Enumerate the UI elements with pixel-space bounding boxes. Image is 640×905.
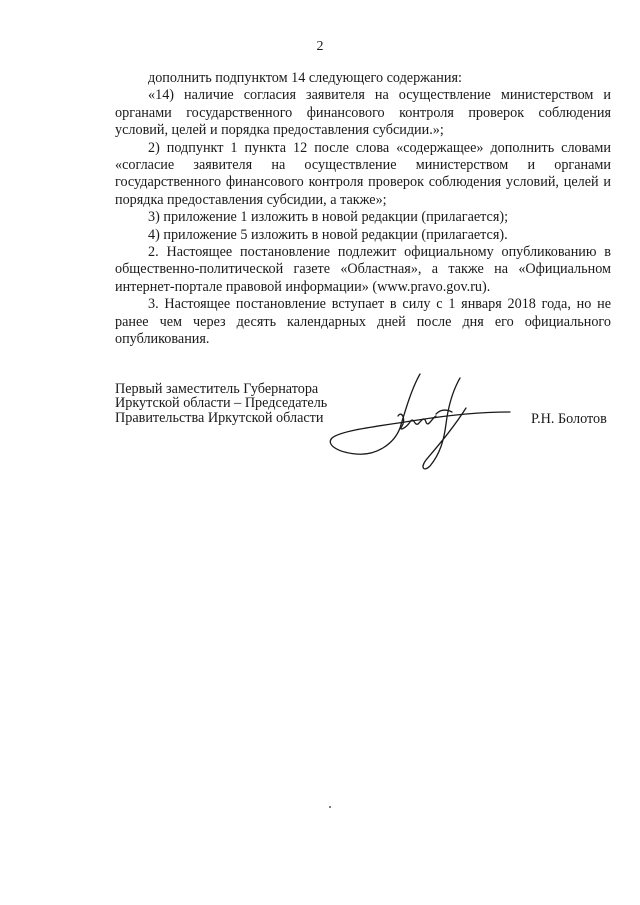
page-number: 2: [316, 39, 324, 54]
paragraph: 3) приложение 1 изложить в новой редакции (прилагается);: [148, 209, 509, 226]
paragraph: 2. Настоящее постановление подлежит официальному опубликованию в общественно-политической газете «Областная», а также на «Официальном интернет-портале правовой информации» (www.pravo.gov.ru).: [115, 244, 611, 295]
paragraph: дополнить подпунктом 14 следующего содержания:: [148, 70, 462, 86]
signatory-title-line: Иркутской области – Председатель: [115, 395, 328, 412]
paragraph: 4) приложение 5 изложить в новой редакции (прилагается).: [148, 226, 508, 243]
signer-name: Р.Н. Болотов: [531, 411, 607, 427]
document-body: [115, 70, 611, 349]
stray-dot: [329, 806, 331, 808]
signatory-title: [115, 382, 335, 425]
paragraph: 2) подпункт 1 пункта 12 после слова «содержащее» дополнить словами «согласие заявителя на осуществление министерством и органами государственного финансового контроля проверок соблюдения условий, целей и порядка предоставления субсидии, а также»;: [115, 139, 611, 208]
signatory-title-line: Первый заместитель Губернатора: [115, 381, 319, 397]
handwritten-signature: [320, 368, 520, 478]
signatory-title-line: Правительства Иркутской области: [115, 409, 324, 426]
paragraph: «14) наличие согласия заявителя на осуществление министерством и органами государственного финансового контроля проверок соблюдения условий, целей и порядка предоставления субсидии.»;: [115, 87, 611, 139]
paragraph: 3. Настоящее постановление вступает в силу с 1 января 2018 года, но не ранее чем через десять календарных дней после дня его официального опубликования.: [115, 296, 611, 348]
